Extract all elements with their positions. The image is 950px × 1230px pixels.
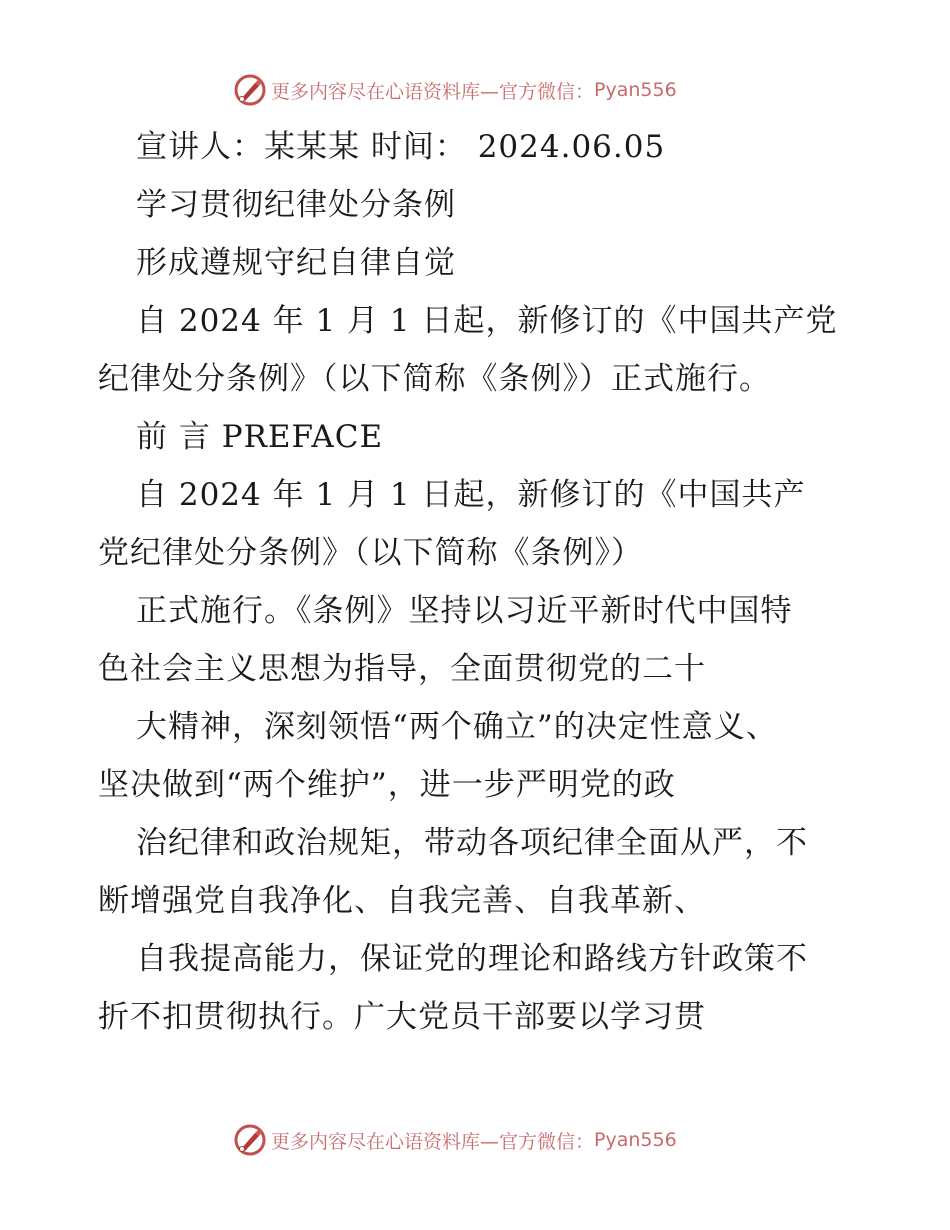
text-line: 自 2024 年 1 月 1 日起，新修订的《中国共产党 [136, 303, 838, 339]
text-line: 自我提高能力，保证党的理论和路线方针政策不 [136, 941, 808, 977]
text-line: 形成遵规守纪自律自觉 [136, 245, 456, 281]
text-line: 宣讲人：某某某 时间： 2024.06.05 [136, 129, 666, 165]
text-line: 自 2024 年 1 月 1 日起，新修订的《中国共产 [136, 477, 806, 513]
header-watermark [233, 72, 677, 108]
footer-watermark [233, 1122, 677, 1158]
text-line: 大精神，深刻领悟“两个确立”的决定性意义、 [136, 709, 778, 745]
text-line: 断增强党自我净化、自我完善、自我革新、 [98, 883, 706, 919]
text-line: 学习贯彻纪律处分条例 [136, 187, 456, 223]
text-line: 前 言 PREFACE [136, 419, 384, 455]
text-line: 色社会主义思想为指导，全面贯彻党的二十 [98, 651, 706, 687]
document-body [98, 118, 858, 1046]
text-line: 纪律处分条例》（以下简称《条例》）正式施行。 [98, 361, 771, 397]
pen-logo-icon [233, 1123, 267, 1157]
text-line: 党纪律处分条例》（以下简称《条例》） [98, 535, 643, 571]
pen-logo-icon [233, 73, 267, 107]
text-line: 治纪律和政治规矩，带动各项纪律全面从严，不 [136, 825, 808, 861]
watermark-text: 更多内容尽在心语资料库—官方微信： [271, 80, 595, 103]
text-line: 折不扣贯彻执行。广大党员干部要以学习贯 [98, 999, 706, 1035]
watermark-text: 更多内容尽在心语资料库—官方微信： [271, 1130, 595, 1153]
watermark-wechat-id: Pyan556 [594, 79, 677, 101]
text-line: 坚决做到“两个维护”，进一步严明党的政 [98, 767, 676, 803]
watermark-wechat-id: Pyan556 [594, 1129, 677, 1151]
text-line: 正式施行。《条例》坚持以习近平新时代中国特 [136, 593, 793, 629]
